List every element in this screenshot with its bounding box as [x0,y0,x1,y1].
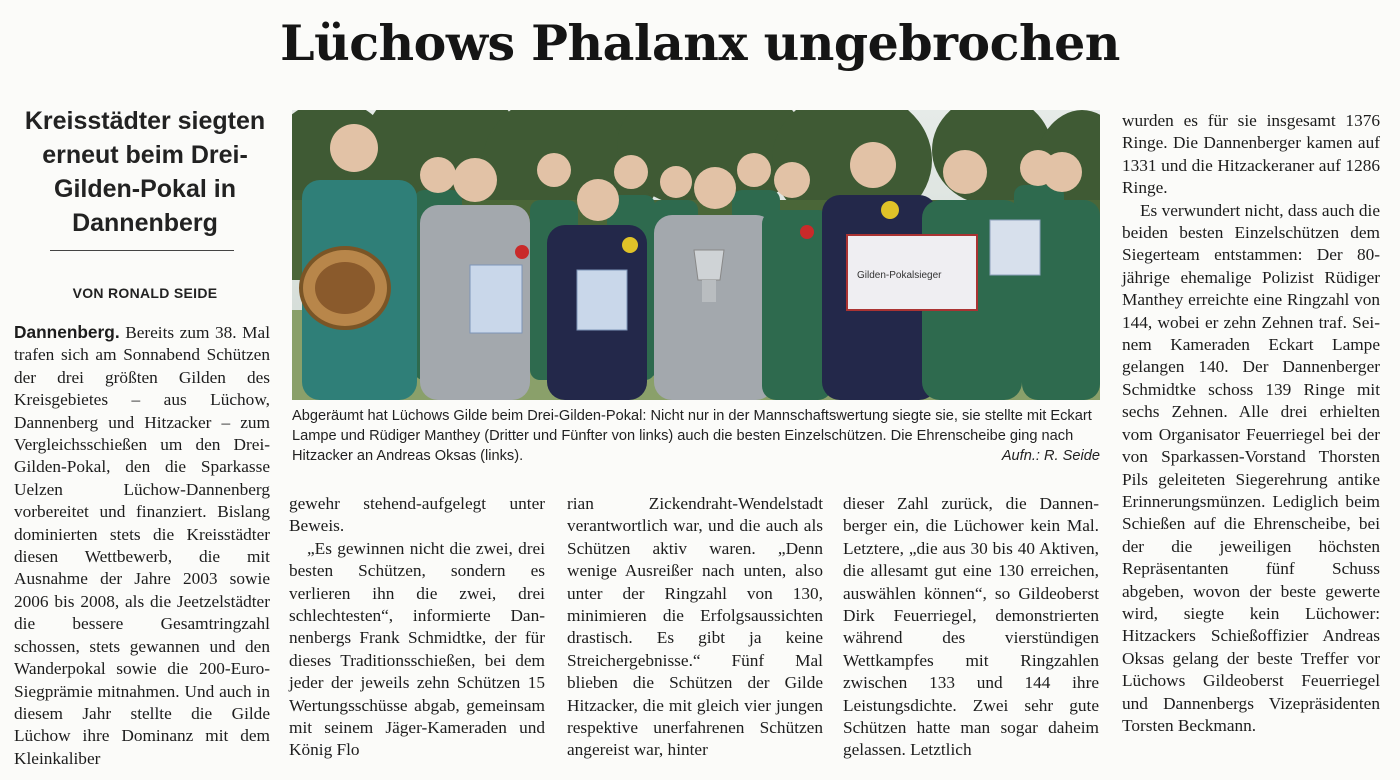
byline: VON RONALD SEIDE [72,285,218,301]
column-2-paragraph-1: gewehr stehend-aufgelegt unter Beweis. [289,494,545,536]
column-1-text: Bereits zum 38. Mal trafen sich am Sonnabend Schützen der drei größten Gilden des Kreisgebietes – aus Lüchow, Dannenberg und Hitzacker – zum Vergleichsschießen um den Drei-Gilden-Pokal, den die Sparkasse Uelzen Lüchow-Dannenberg vorbereitet und finanziert. Bislang dominierten stets die Kreisstädter diesen Wettbewerb, die mit Ausnahme der Jahre 2003 sowie 2006 bis 2008, als die Jeetzelstädter die bessere Gesamtringzahl schossen, stets gewannen und den Wanderpokal sowie die 200-Euro-Siegprämie mitnahmen. Und auch in diesem Jahr stellte die Gilde Lüchow ihre Dominanz mit dem Kleinkaliber [14,323,270,768]
article-photo [292,110,1100,400]
certificate [577,270,627,330]
flower [622,237,638,253]
article-column-5 [1122,110,1380,737]
column-3-text: rian Zickendraht-Wendelstadt verantwortlich war, und die auch als Schützen aktiv waren. „Denn wenige Ausreißer nach unten, also unter der Ringzahl von 130, minimieren die Erfolgsaussichten drastisch. Es gibt ja keine Streichergebnisse.“ Fünf Mal blieben die Schützen der Gilde Hitzacker, die mit gleich vier jungen respektive unerfahrenen Schützen angereist war, hinter [567,494,823,760]
column-4-text: dieser Zahl zurück, die Dannenberger ein, die Lüchower kein Mal. Letztere, „die aus 30 bis 40 Aktiven, die allesamt gut eine 130 erreichen, auswählen können“, so Gildeoberst Dirk Feuerriegel, demonstrierten während des vierstündigen Wettkampfes mit Ringzahlen zwischen 133 und 144 ihre Leistungsdichte. Zwei sehr gute Schützen hatte man sogar daheim gelassen. Letztlich [843,494,1099,760]
headline: Lüchows Phalanx ungebrochen [280,14,1120,72]
dateline: Dannenberg. [14,322,120,342]
group-photo-illustration [292,110,1100,400]
column-2-paragraph-2: „Es gewinnen nicht die zwei, drei besten Schützen, sondern es verlieren ihn die zwei, drei schlechtesten“, informierte Dannenbergs Frank Schmidtke, der für dieses Traditionsschießen, bei dem jeder der jeweils zehn Schützen 15 Wertungsschüsse abgab, gemeinsam mit seinem Jäger-Kameraden und König Flo [289,538,545,760]
trophy-cup [694,250,724,280]
article-column-3 [567,493,823,762]
article-column-1 [14,321,270,770]
photo-credit: Aufn.: R. Seide [1001,448,1100,464]
certificate [990,220,1040,275]
caption-text: Abgeräumt hat Lüchows Gilde beim Drei-Gilden-Pokal: Nicht nur in der Mannschaftswertung siegte sie, sie stellte mit Eckart Lampe und Rüdiger Manthey (Dritter und Fünfter von links) auch die besten Einzelschützen. Die Ehrenscheibe ging nach Hitzacker an Andreas Oksas (links). [292,408,1092,464]
article-column-4 [843,493,1099,762]
subheadline: Kreisstädter siegten erneut beim Drei-Gilden-Pokal in Dannenberg [24,107,266,237]
column-5-paragraph-1: wurden es für sie insgesamt 1376 Ringe. Die Dannenberger kamen auf 1331 und die Hitzackeraner auf 1286 Ringe. [1122,111,1380,198]
column-5-paragraph-2: Es verwundert nicht, dass auch die beiden besten Einzelschützen dem Siegerteam entstammen: Der 80-jährige ehemalige Polizist Rüdiger Manthey erreichte eine Ringzahl von 144, wobei er zehn Zehnen traf. Seinem Kameraden Eckart Lampe gelangen 140. Der Dannenberger Schmidtke schoss 139 Ringe mit sechs Zehnen. Alle drei erhielten vom Organisator Feuerriegel bei der von Sparkassen-Vorstand Thorsten Pils geleiteten Siegerehrung antike Erinnerungsmünzen. Lediglich beim Schießen auf die Ehrenscheibe, bei der die jeweiligen höchsten Repräsentanten fünf Schuss abgeben, wovon der beste gewerte wird, siegte kein Lüchower: Hitzackers Schießoffizier Andreas Oksas gelang der beste Treffer vor Lüchows Gildeoberst Feuerriegel und Dannenbergs Vizepräsidenten Torsten Beckmann. [1122,200,1380,735]
article-column-2 [289,493,545,762]
flower [515,245,529,259]
flower [800,225,814,239]
certificate [470,265,522,333]
photo-caption [292,406,1100,466]
check-text: Gilden-Pokalsieger [857,270,942,281]
subhead-divider [50,250,234,251]
flower [881,201,899,219]
